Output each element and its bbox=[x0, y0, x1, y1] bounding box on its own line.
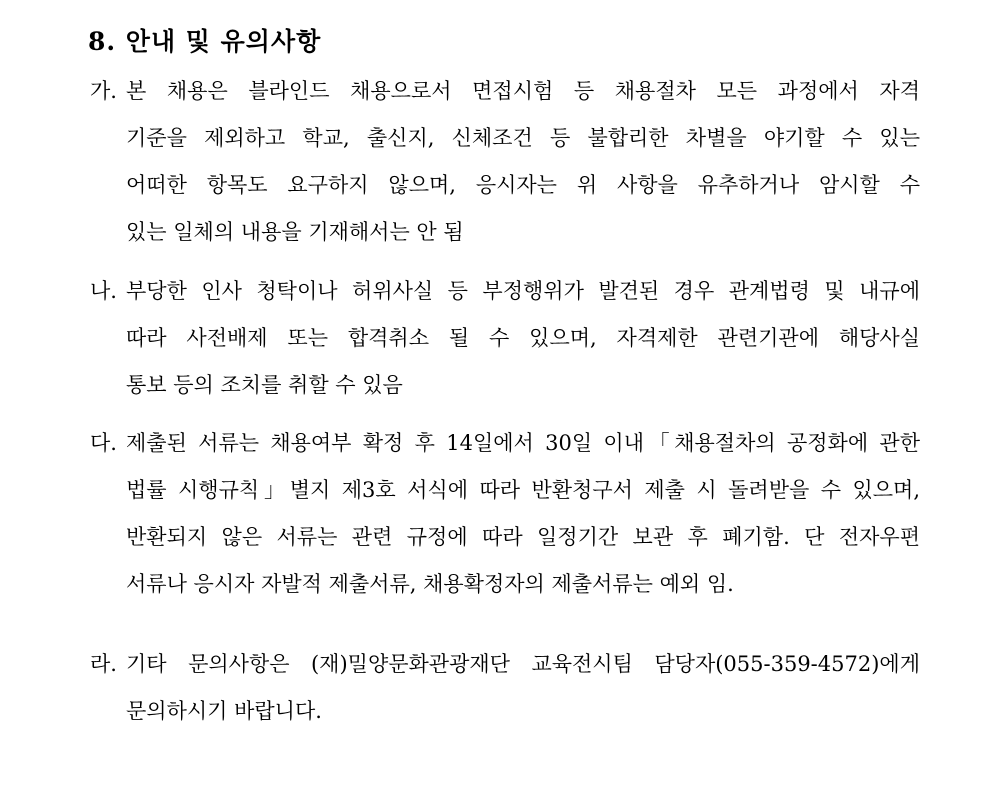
item-line: 어떠한 항목도 요구하지 않으며, 응시자는 위 사항을 유추하거나 암시할 수 bbox=[126, 173, 920, 197]
item-line: 있는 일체의 내용을 기재해서는 안 됨 bbox=[126, 220, 464, 244]
item-line: 기타 문의사항은 (재)밀양문화관광재단 교육전시팀 담당자(055-359-4572)에게 bbox=[126, 652, 920, 676]
item-marker: 다. bbox=[90, 431, 117, 455]
item-line: 본 채용은 블라인드 채용으로서 면접시험 등 채용절차 모든 과정에서 자격 bbox=[126, 79, 920, 103]
item-line: 기준을 제외하고 학교, 출신지, 신체조건 등 불합리한 차별을 야기할 수 있는 bbox=[126, 126, 920, 150]
item-line: 법률 시행규칙」별지 제3호 서식에 따라 반환청구서 제출 시 돌려받을 수 있으며, bbox=[126, 478, 920, 502]
item-line: 따라 사전배제 또는 합격취소 될 수 있으며, 자격제한 관련기관에 해당사실 bbox=[126, 326, 920, 350]
notice-item-ga bbox=[90, 68, 920, 256]
notice-item-na bbox=[90, 268, 920, 409]
section-heading: 8. 안내 및 유의사항 bbox=[88, 27, 322, 56]
notice-item-ra bbox=[90, 641, 920, 735]
item-marker: 라. bbox=[90, 652, 117, 676]
item-line: 부당한 인사 청탁이나 허위사실 등 부정행위가 발견된 경우 관계법령 및 내규에 bbox=[126, 279, 920, 303]
item-marker: 가. bbox=[90, 79, 117, 103]
item-line: 통보 등의 조치를 취할 수 있음 bbox=[126, 373, 403, 397]
item-line: 반환되지 않은 서류는 관련 규정에 따라 일정기간 보관 후 폐기함. 단 전자우편 bbox=[126, 525, 920, 549]
item-marker: 나. bbox=[90, 279, 117, 303]
notice-item-da bbox=[90, 420, 920, 608]
item-line: 제출된 서류는 채용여부 확정 후 14일에서 30일 이내「채용절차의 공정화에 관한 bbox=[126, 431, 920, 455]
item-line: 서류나 응시자 자발적 제출서류, 채용확정자의 제출서류는 예외 임. bbox=[126, 572, 734, 596]
item-line: 문의하시기 바랍니다. bbox=[126, 699, 322, 723]
